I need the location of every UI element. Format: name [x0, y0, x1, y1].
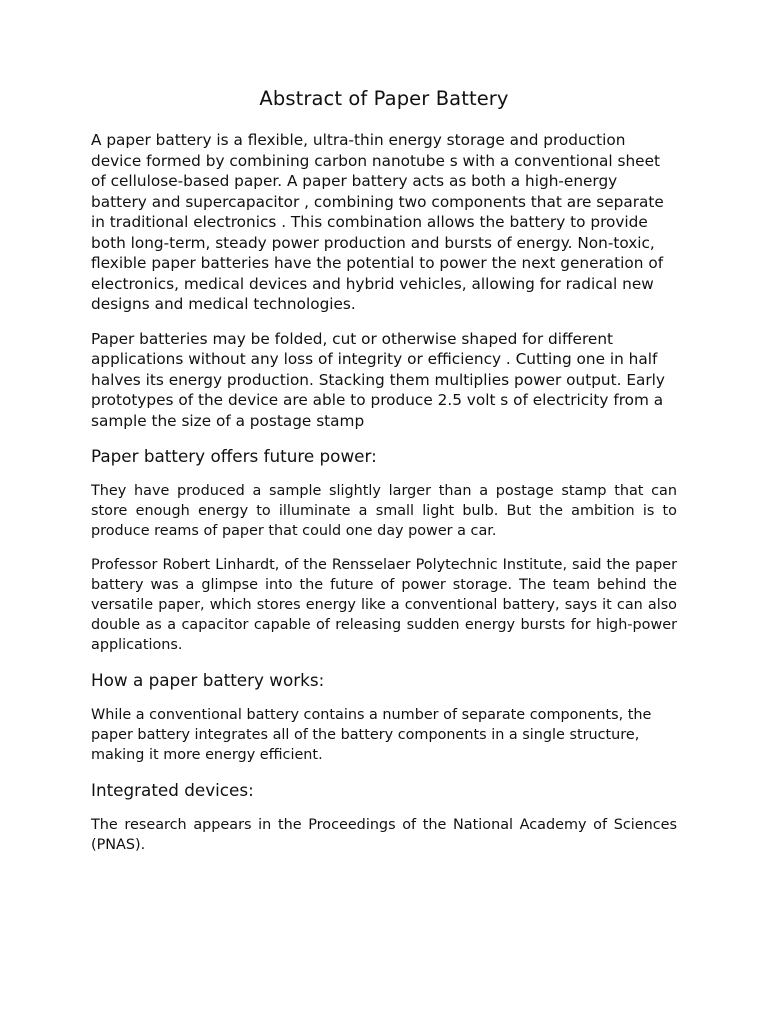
intro-paragraph-2: Paper batteries may be folded, cut or otherwise shaped for different applications without any loss of integrity or efficiency . Cutting one in half halves its energy production. Stacking them multiplies power output. Early prototypes of the device are able to produce 2.5 volt s of electricity from a sample the size of a postage stamp — [91, 329, 665, 430]
document-page — [91, 86, 677, 869]
future-power-paragraph-1: They have produced a sample slightly larger than a postage stamp that can store enough energy to illuminate a small light bulb. But the ambition is to produce reams of paper that could one day power a car. — [91, 483, 677, 539]
section-heading-future-power: Paper battery offers future power: — [91, 446, 377, 466]
intro-paragraph-1: A paper battery is a flexible, ultra-thin energy storage and production device formed by combining carbon nanotube s with a conventional sheet of cellulose-based paper. A paper battery acts as both a high-energy battery and supercapacitor , combining two components that are separate in traditional electronics . This combination allows the battery to provide both long-term, steady power production and bursts of energy. Non-toxic, flexible paper batteries have the potential to power the next generation of electronics, medical devices and hybrid vehicles, allowing for radical new designs and medical technologies. — [91, 131, 664, 313]
document-title: Abstract of Paper Battery — [259, 87, 509, 110]
how-it-works-paragraph: While a conventional battery contains a number of separate components, the paper battery integrates all of the battery components in a single structure, making it more energy efficient. — [91, 707, 652, 763]
section-heading-integrated-devices: Integrated devices: — [91, 780, 254, 800]
section-heading-how-it-works: How a paper battery works: — [91, 670, 325, 690]
future-power-paragraph-2: Professor Robert Linhardt, of the Rensselaer Polytechnic Institute, said the paper battery was a glimpse into the future of power storage. The team behind the versatile paper, which stores energy like a conventional battery, says it can also double as a capacitor capable of releasing sudden energy bursts for high-power applications. — [91, 557, 677, 653]
integrated-devices-paragraph: The research appears in the Proceedings of the National Academy of Sciences (PNAS). — [91, 817, 677, 853]
